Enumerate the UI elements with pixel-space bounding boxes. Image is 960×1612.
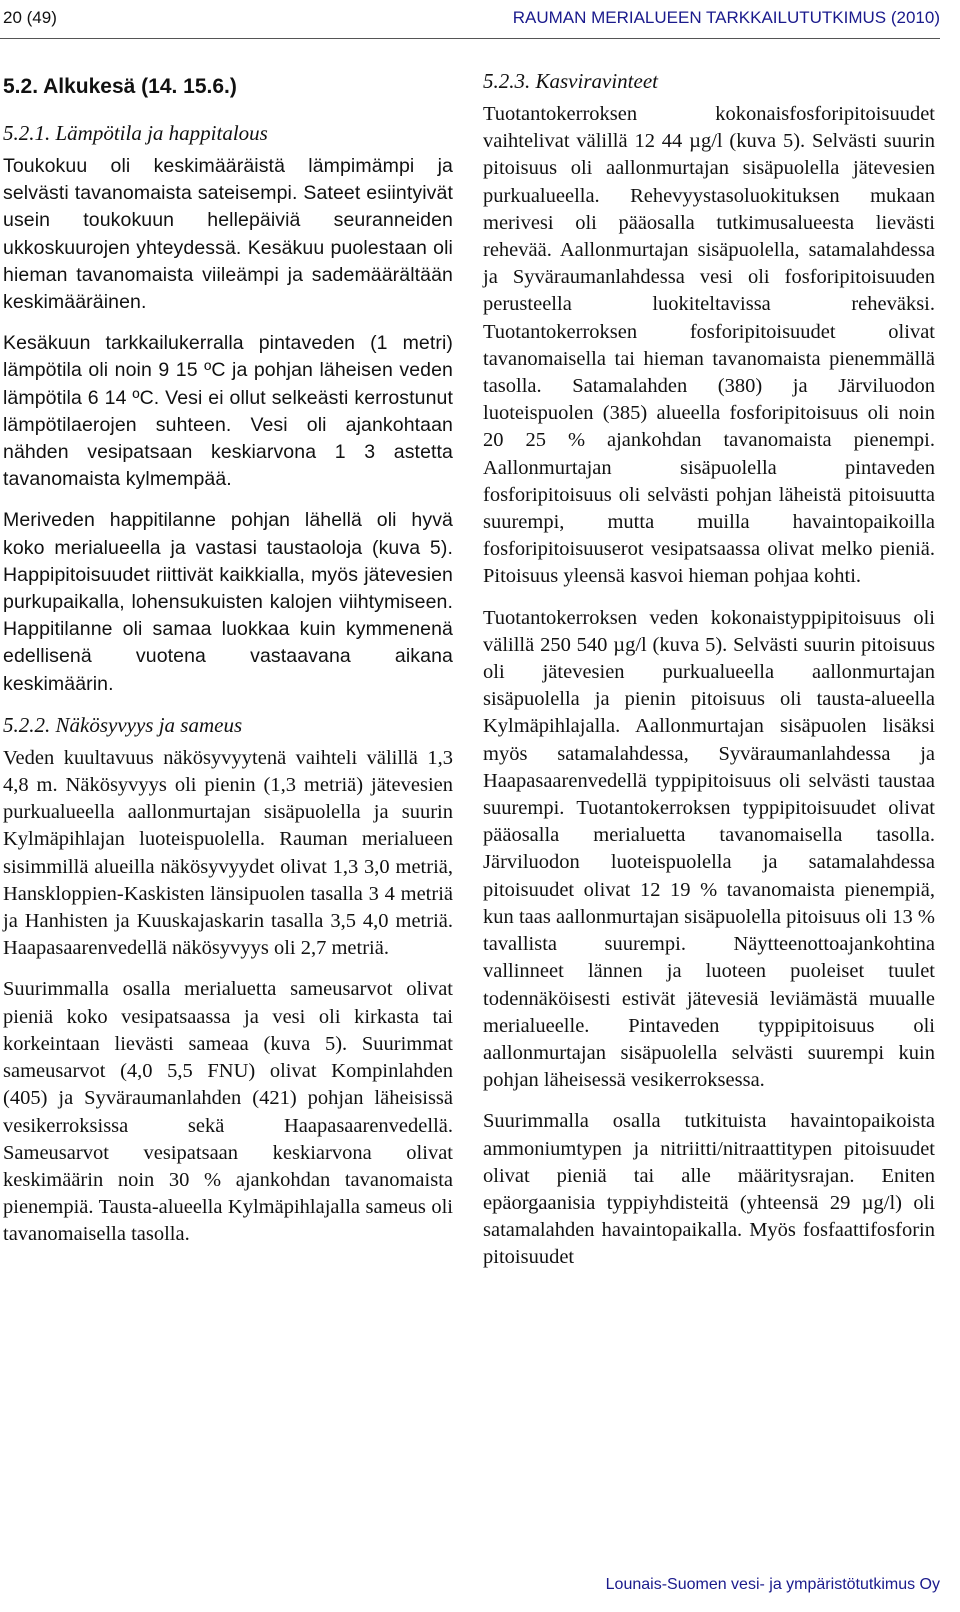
paragraph-turbidity: Suurimmalla osalla merialuetta sameusarvot olivat pieniä koko vesipatsaassa ja vesi oli kirkasta tai korkeintaan lievästi sameaa (kuva 5). Suurimmat sameusarvot (4,0 5,5 FNU) olivat Kompinlahden (405) ja Syväraumanlahden (421) pohjan läheisissä vesikerroksissa sekä Haapasaarenvedellä. Sameusarvot vesipatsaan keskiarvona olivat keskimäärin noin 30 % ajankohdan tavanomaista pienempiä. Tausta-alueella Kylmäpihlajalla sameus oli tavanomaisella tasolla. [3,978,453,1246]
left-column [3,68,453,1263]
subsection-heading-temperature: 5.2.1. Lämpötila ja happitalous [3,121,268,145]
paragraph-oxygen: Meriveden happitilanne pohjan lähellä oli hyvä koko merialueella ja vastasi taustaoloja (kuva 5). Happipitoisuudet riittivät kaikkialla, myös jätevesien purkupaikalla, lohensukuisten kalojen viihtymiseen. Happitilanne oli samaa luokkaa kuin kymmenenä edellisenä vuotena vastaavana aikana keskimäärin. [3,509,453,695]
subsection-heading-visibility: 5.2.2. Näkösyvyys ja sameus [3,712,243,737]
header-rule [0,38,940,39]
paragraph-visibility: Veden kuultavuus näkösyvyytenä vaihteli välillä 1,3 4,8 m. Näkösyvyys oli pienin (1,3 metriä) jätevesien purkualueella aallonmurtajan sisäpuolella ja suurin Kylmäpihlajan luoteispuolella. Rauman merialueen sisimmillä alueilla näkösyvyydet olivat 1,3 3,0 metriä, Hanskloppien-Kaskisten länsipuolen tasalla 3 4 metriä ja Hanhisten ja Kuuskajaskarin tasalla 3,5 4,0 metriä. Haapasaarenvedellä näkösyvyys oli 2,7 metriä. [3,746,453,960]
right-column [483,68,935,1286]
page-header [0,8,960,38]
page-number: 20 (49) [3,8,57,27]
report-title: RAUMAN MERIALUEEN TARKKAILUTUTKIMUS (2010) [512,8,940,27]
subsection-heading-nutrients: 5.2.3. Kasviravinteet [483,69,658,93]
paragraph-temperature: Kesäkuun tarkkailukerralla pintaveden (1 metri) lämpötila oli noin 9 15 ºC ja pohjan läheisen veden lämpötila 6 14 ºC. Vesi ei ollut selkeästi kerrostunut lämpötilaerojen suhteen. Vesi oli ajankohtaan nähden vesipatsaan keskiarvona 1 3 astetta tavanomaista kylmempää. [3,332,453,491]
paragraph-phosphorus: Tuotantokerroksen kokonaisfosforipitoisuudet vaihtelivat välillä 12 44 µg/l (kuva 5). Selvästi suurin pitoisuus oli aallonmurtajan sisäpuolella jätevesien purkualueella. Rehevyystasoluokituksen mukaan merivesi oli pääosalla tutkimusalueesta lievästi rehevää. Aallonmurtajan sisäpuolella, satamalahdessa ja Syväraumanlahdessa vesi oli fosforipitoisuuden perusteella luokiteltavissa reheväksi. Tuotantokerroksen fosforipitoisuudet olivat tavanomaisella tai hieman tavanomaista pienemmällä tasolla. Satamalahden (380) ja Järviluodon luoteispuolen (385) alueella fosforipitoisuus oli noin 20 25 % ajankohdan tavanomaista pienempi. Aallonmurtajan sisäpuolella pintaveden fosforipitoisuus oli selvästi pohjan läheistä pitoisuutta suurempi, mutta muilla havaintopaikoilla fosforipitoisuuserot vesipatsaassa olivat melko pieniä. Pitoisuus yleensä kasvoi hieman pohjaa kohti. [483,103,935,588]
paragraph-inorganic-nutrients: Suurimmalla osalla tutkituista havaintopaikoista ammoniumtypen ja nitriitti/nitraattitypen pitoisuudet olivat pieniä tai alle määritysrajan. Eniten epäorgaanisia typpiyhdisteitä (yhteensä 29 µg/l) oli satamalahden havaintopaikalla. Myös fosfaattifosforin pitoisuudet [483,1110,935,1269]
paragraph-nitrogen: Tuotantokerroksen veden kokonaistyppipitoisuus oli välillä 250 540 µg/l (kuva 5). Selvästi suurin pitoisuus oli jätevesien purkualueella aallonmurtajan sisäpuolella ja pienin pitoisuus oli tausta-alueella Kylmäpihlajalla. Aallonmurtajan sisäpuolen lisäksi myös satamalahdessa, Syväraumanlahdessa ja Haapasaarenvedellä typpipitoisuus oli selvästi taustaa suurempi. Tuotantokerroksen typpipitoisuudet olivat pääosalla merialuetta tavanomaisella tasolla. Järviluodon luoteispuolella ja satamalahdessa pitoisuudet olivat 12 19 % tavanomaista pienempiä, kun taas aallonmurtajan sisäpuolella pitoisuus oli 13 % tavallista suurempi. Näytteenottoajankohtina vallinneet lännen ja luoteen puoleiset tuulet todennäköisesti estivät jätevesiä leviämästä muualle merialueelle. Pintaveden typpipitoisuus oli aallonmurtajan sisäpuolella selvästi suurempi kuin pohjan läheisessä vesikerroksessa. [483,606,935,1092]
paragraph-weather: Toukokuu oli keskimääräistä lämpimämpi ja selvästi tavanomaista sateisempi. Sateet esiintyivät usein toukokuun hellepäiviä seuranneiden ukkoskuurojen yhteydessä. Kesäkuu puolestaan oli hieman tavanomaista viileämpi ja sademäärältään keskimääräinen. [3,155,453,314]
footer-organization: Lounais-Suomen vesi- ja ympäristötutkimus Oy [605,1576,940,1593]
section-heading: 5.2. Alkukesä (14. 15.6.) [3,75,237,98]
